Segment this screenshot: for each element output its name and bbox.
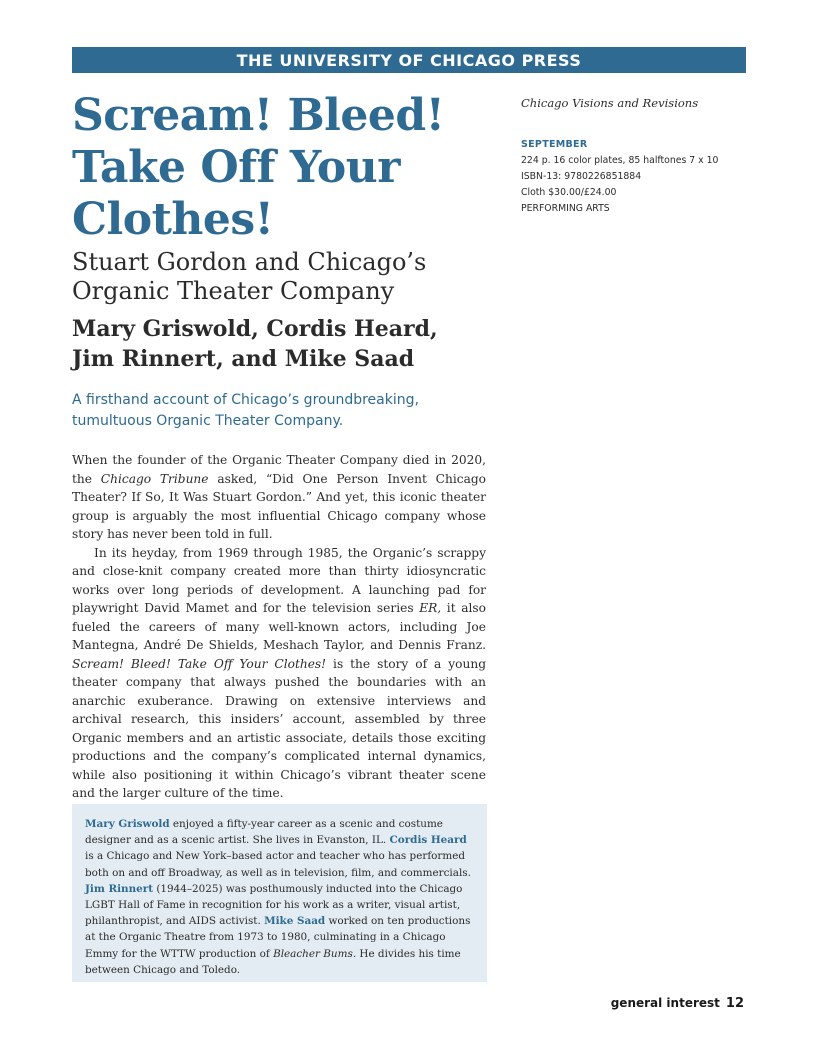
title-line: Clothes! bbox=[72, 194, 274, 245]
author-bio-box bbox=[72, 804, 487, 982]
description-paragraph bbox=[72, 544, 486, 803]
tagline-line: tumultuous Organic Theater Company. bbox=[72, 413, 344, 429]
italic-run: Bleacher Bums bbox=[273, 947, 353, 960]
text-run: In its heyday, from 1969 through 1985, the Organic’s scrappy and close-knit company created more than thirty idiosyncratic works over long periods of development. A launching pad for playwright David Mamet and for the television series bbox=[72, 545, 486, 615]
authors-line: Jim Rinnert, and Mike Saad bbox=[72, 346, 415, 372]
price: Cloth $30.00/£24.00 bbox=[521, 187, 617, 198]
tagline-line: A firsthand account of Chicago’s groundbreaking, bbox=[72, 392, 419, 408]
book-subtitle bbox=[72, 248, 492, 306]
catalog-section: general interest bbox=[610, 996, 720, 1010]
author-name: Cordis Heard bbox=[389, 834, 467, 847]
italic-run: Chicago Tribune bbox=[100, 471, 209, 486]
bio-text: . He divides his time between Chicago and Toledo. bbox=[85, 947, 461, 976]
subject-category: PERFORMING ARTS bbox=[521, 203, 610, 214]
text-run: asked, “Did One Person Invent Chicago Theater? If So, It Was Stuart Gordon.” And yet, this iconic theater group is arguably the most influential Chicago company whose story has never been told in full. bbox=[72, 471, 486, 541]
book-authors bbox=[72, 314, 492, 374]
book-description bbox=[72, 451, 486, 803]
publisher-banner: THE UNIVERSITY OF CHICAGO PRESS bbox=[72, 47, 746, 73]
subtitle-line: Stuart Gordon and Chicago’s bbox=[72, 248, 427, 276]
book-metadata-sidebar bbox=[521, 95, 746, 217]
authors-line: Mary Griswold, Cordis Heard, bbox=[72, 316, 438, 342]
isbn: ISBN-13: 9780226851884 bbox=[521, 171, 642, 182]
series-name: Chicago Visions and Revisions bbox=[521, 96, 699, 110]
title-line: Take Off Your bbox=[72, 142, 400, 193]
book-tagline bbox=[72, 390, 492, 432]
text-run: is the story of a young theater company that always pushed the boundaries with an anarchic exuberance. Drawing on extensive interviews and archival research, this insiders’ account, assembled by three Organic members and an artistic associate, details those exciting productions and the company’s complicated internal dynamics, while also positioning it within Chicago’s vibrant theater scene and the larger culture of the time. bbox=[72, 656, 487, 800]
page-footer bbox=[611, 996, 744, 1011]
bio-text: enjoyed a fifty-year career as a scenic and costume designer and as a scenic artist. She lives in Evanston, IL. bbox=[85, 818, 443, 847]
bio-text: worked on ten productions at the Organic Theatre from 1973 to 1980, culminating in a Chicago Emmy for the WTTW production of bbox=[85, 915, 471, 960]
subtitle-line: Organic Theater Company bbox=[72, 277, 395, 305]
italic-run: Scream! Bleed! Take Off Your Clothes! bbox=[72, 656, 327, 671]
page-count: 224 p. 16 color plates, 85 halftones 7 x 10 bbox=[521, 155, 719, 166]
publication-month: SEPTEMBER bbox=[521, 139, 588, 150]
italic-run: ER, bbox=[419, 601, 442, 615]
page-number: 12 bbox=[725, 996, 744, 1011]
text-run: When the founder of the Organic Theater Company died in 2020, the bbox=[72, 453, 486, 486]
bio-text: is a Chicago and New York–based actor and teacher who has performed both on and off Broadway, as well as in television, film, and commercials. bbox=[85, 850, 471, 879]
author-name: Mary Griswold bbox=[85, 818, 170, 830]
author-name: Jim Rinnert bbox=[85, 882, 154, 895]
description-paragraph bbox=[72, 451, 486, 544]
text-run: it also fueled the careers of many well-known actors, including Joe Mantegna, André De Shields, Meshach Taylor, and Dennis Franz. bbox=[72, 601, 486, 652]
bio-text: (1944–2025) was posthumously inducted into the Chicago LGBT Hall of Fame in recognition for his work as a writer, visual artist, philanthropist, and AIDS activist. bbox=[85, 882, 463, 928]
author-name: Mike Saad bbox=[264, 915, 326, 928]
book-title bbox=[72, 90, 492, 246]
title-line: Scream! Bleed! bbox=[72, 90, 445, 141]
